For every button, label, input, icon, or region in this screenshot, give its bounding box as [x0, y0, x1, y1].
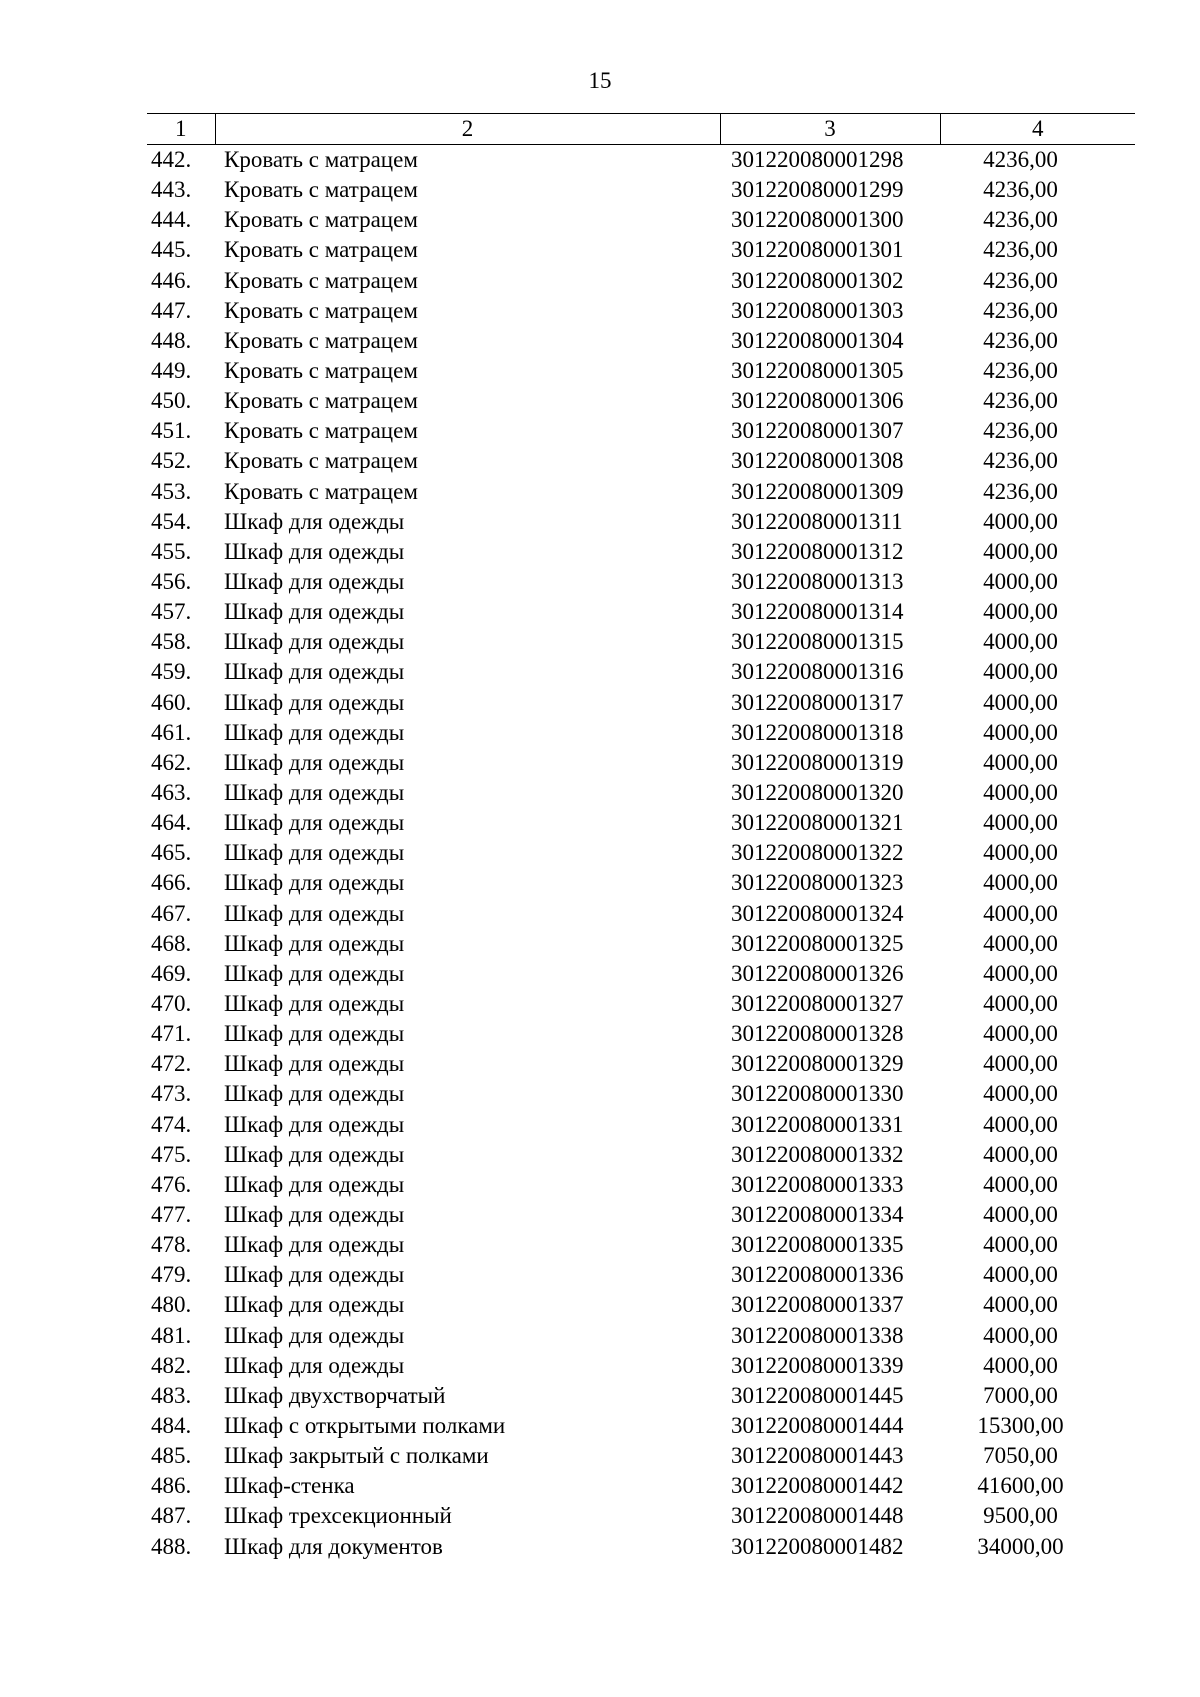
inventory-code: 301220080001445	[731, 1382, 904, 1408]
item-price: 4000,00	[983, 659, 1058, 685]
item-name: Шкаф для одежды	[224, 810, 405, 836]
table-row	[147, 1110, 1135, 1140]
inventory-code: 301220080001321	[731, 810, 904, 836]
item-price: 4000,00	[983, 870, 1058, 896]
row-number: 453.	[151, 478, 192, 504]
table-row	[147, 1501, 1135, 1531]
row-number: 442.	[151, 147, 192, 173]
row-number: 468.	[151, 930, 192, 956]
item-name: Кровать с матрацем	[224, 418, 418, 444]
table-header-row	[147, 114, 1135, 145]
item-price: 4000,00	[983, 960, 1058, 986]
inventory-code: 301220080001305	[731, 358, 904, 384]
item-price: 4000,00	[983, 780, 1058, 806]
item-price: 4000,00	[983, 1232, 1058, 1258]
item-price: 4000,00	[983, 1021, 1058, 1047]
row-number: 457.	[151, 599, 192, 625]
item-name: Шкаф для одежды	[224, 930, 405, 956]
row-number: 463.	[151, 780, 192, 806]
item-price: 4000,00	[983, 1141, 1058, 1167]
table-row	[147, 205, 1135, 235]
table-row	[147, 477, 1135, 507]
table-row	[147, 326, 1135, 356]
inventory-code: 301220080001336	[731, 1262, 904, 1288]
table-row	[147, 507, 1135, 537]
item-name: Шкаф для одежды	[224, 1081, 405, 1107]
inventory-code: 301220080001301	[731, 237, 904, 263]
row-number: 464.	[151, 810, 192, 836]
inventory-code: 301220080001332	[731, 1141, 904, 1167]
inventory-code: 301220080001448	[731, 1503, 904, 1529]
item-name: Кровать с матрацем	[224, 267, 418, 293]
inventory-code: 301220080001306	[731, 388, 904, 414]
row-number: 475.	[151, 1141, 192, 1167]
item-price: 4000,00	[983, 1111, 1058, 1137]
table-row	[147, 1230, 1135, 1260]
inventory-code: 301220080001300	[731, 207, 904, 233]
item-price: 9500,00	[983, 1503, 1058, 1529]
row-number: 465.	[151, 840, 192, 866]
item-name: Шкаф для одежды	[224, 1322, 405, 1348]
inventory-code: 301220080001302	[731, 267, 904, 293]
table-row	[147, 868, 1135, 898]
item-name: Кровать с матрацем	[224, 478, 418, 504]
table-row	[147, 145, 1135, 176]
item-price: 4236,00	[983, 177, 1058, 203]
table-row	[147, 718, 1135, 748]
table-row	[147, 1531, 1135, 1561]
item-price: 4236,00	[983, 358, 1058, 384]
item-name: Шкаф-стенка	[224, 1473, 355, 1499]
item-price: 15300,00	[977, 1412, 1064, 1438]
table-row	[147, 175, 1135, 205]
inventory-code: 301220080001320	[731, 780, 904, 806]
item-price: 4000,00	[983, 810, 1058, 836]
table-row	[147, 1140, 1135, 1170]
table-row	[147, 959, 1135, 989]
table-row	[147, 567, 1135, 597]
item-name: Шкаф трехсекционный	[224, 1503, 452, 1529]
table-row	[147, 778, 1135, 808]
item-name: Шкаф для одежды	[224, 870, 405, 896]
inventory-code: 301220080001339	[731, 1352, 904, 1378]
item-name: Шкаф для одежды	[224, 508, 405, 534]
table-row	[147, 386, 1135, 416]
item-name: Шкаф для одежды	[224, 1111, 405, 1137]
item-name: Кровать с матрацем	[224, 237, 418, 263]
item-name: Шкаф для одежды	[224, 900, 405, 926]
inventory-code: 301220080001327	[731, 991, 904, 1016]
item-name: Шкаф закрытый с полками	[224, 1443, 489, 1469]
row-number: 455.	[151, 538, 192, 564]
table-row	[147, 597, 1135, 627]
item-name: Шкаф для одежды	[224, 538, 405, 564]
table-row	[147, 989, 1135, 1019]
item-price: 4236,00	[983, 297, 1058, 323]
row-number: 444.	[151, 207, 192, 233]
item-name: Шкаф для одежды	[224, 629, 405, 655]
row-number: 450.	[151, 388, 192, 414]
inventory-code: 301220080001330	[731, 1081, 904, 1107]
table-row	[147, 627, 1135, 657]
inventory-code: 301220080001315	[731, 629, 904, 655]
item-name: Шкаф для одежды	[224, 689, 405, 715]
table-row	[147, 356, 1135, 386]
inventory-code: 301220080001325	[731, 930, 904, 956]
table-row	[147, 235, 1135, 265]
item-price: 4000,00	[983, 1262, 1058, 1288]
item-price: 41600,00	[977, 1473, 1064, 1499]
inventory-code: 301220080001317	[731, 689, 904, 715]
item-name: Шкаф для одежды	[224, 1262, 405, 1288]
row-number: 443.	[151, 177, 192, 203]
row-number: 476.	[151, 1171, 192, 1197]
table-row	[147, 296, 1135, 326]
column-header-2: 2	[215, 114, 720, 145]
inventory-code: 301220080001322	[731, 840, 904, 866]
item-price: 4000,00	[983, 689, 1058, 715]
item-price: 4236,00	[983, 237, 1058, 263]
item-price: 4000,00	[983, 1081, 1058, 1107]
item-price: 4000,00	[983, 930, 1058, 956]
row-number: 482.	[151, 1352, 192, 1378]
item-price: 4000,00	[983, 538, 1058, 564]
row-number: 487.	[151, 1503, 192, 1529]
row-number: 477.	[151, 1201, 192, 1227]
table-row	[147, 1170, 1135, 1200]
inventory-code: 301220080001308	[731, 448, 904, 474]
table-row	[147, 266, 1135, 296]
row-number: 479.	[151, 1262, 192, 1288]
item-name: Шкаф для одежды	[224, 1141, 405, 1167]
row-number: 462.	[151, 749, 192, 775]
inventory-code: 301220080001299	[731, 177, 904, 203]
inventory-code: 301220080001442	[731, 1473, 904, 1499]
column-header-4: 4	[940, 114, 1135, 145]
item-name: Шкаф для одежды	[224, 659, 405, 685]
item-name: Кровать с матрацем	[224, 358, 418, 384]
item-name: Шкаф для одежды	[224, 1021, 405, 1047]
inventory-code: 301220080001338	[731, 1322, 904, 1348]
item-name: Шкаф для одежды	[224, 1232, 405, 1258]
row-number: 454.	[151, 508, 192, 534]
item-price: 4000,00	[983, 569, 1058, 595]
item-price: 7000,00	[983, 1382, 1058, 1408]
item-name: Шкаф для одежды	[224, 1352, 405, 1378]
inventory-code: 301220080001312	[731, 538, 904, 564]
inventory-code: 301220080001314	[731, 599, 904, 625]
item-price: 4000,00	[983, 629, 1058, 655]
inventory-code: 301220080001316	[731, 659, 904, 685]
item-name: Кровать с матрацем	[224, 177, 418, 203]
inventory-code: 301220080001334	[731, 1201, 904, 1227]
item-name: Шкаф для одежды	[224, 569, 405, 595]
item-name: Шкаф для одежды	[224, 719, 405, 745]
row-number: 471.	[151, 1021, 192, 1047]
inventory-code: 301220080001313	[731, 569, 904, 595]
table-row	[147, 1411, 1135, 1441]
inventory-code: 301220080001443	[731, 1443, 904, 1469]
row-number: 459.	[151, 659, 192, 685]
item-name: Шкаф для одежды	[224, 780, 405, 806]
item-price: 4000,00	[983, 1201, 1058, 1227]
table-row	[147, 416, 1135, 446]
item-name: Шкаф для одежды	[224, 749, 405, 775]
item-name: Шкаф для одежды	[224, 1171, 405, 1197]
item-price: 4000,00	[983, 508, 1058, 534]
row-number: 485.	[151, 1443, 192, 1469]
column-header-3: 3	[720, 114, 940, 145]
table-row	[147, 1471, 1135, 1501]
item-price: 4236,00	[983, 448, 1058, 474]
row-number: 470.	[151, 991, 192, 1016]
item-price: 4000,00	[983, 1051, 1058, 1077]
row-number: 486.	[151, 1473, 192, 1499]
row-number: 447.	[151, 297, 192, 323]
row-number: 449.	[151, 358, 192, 384]
item-price: 4236,00	[983, 418, 1058, 444]
item-name: Кровать с матрацем	[224, 327, 418, 353]
row-number: 456.	[151, 569, 192, 595]
inventory-code: 301220080001319	[731, 749, 904, 775]
item-price: 4236,00	[983, 267, 1058, 293]
table-row	[147, 1200, 1135, 1230]
row-number: 469.	[151, 960, 192, 986]
table-row	[147, 1290, 1135, 1320]
inventory-code: 301220080001326	[731, 960, 904, 986]
table-row	[147, 929, 1135, 959]
row-number: 461.	[151, 719, 192, 745]
row-number: 448.	[151, 327, 192, 353]
inventory-code: 301220080001444	[731, 1412, 904, 1438]
item-price: 4000,00	[983, 900, 1058, 926]
row-number: 484.	[151, 1412, 192, 1438]
row-number: 451.	[151, 418, 192, 444]
inventory-code: 301220080001307	[731, 418, 904, 444]
table-row	[147, 1049, 1135, 1079]
table-body	[147, 145, 1135, 1562]
inventory-code: 301220080001323	[731, 870, 904, 896]
item-name: Шкаф для одежды	[224, 599, 405, 625]
row-number: 473.	[151, 1081, 192, 1107]
table-row	[147, 1351, 1135, 1381]
item-name: Шкаф для одежды	[224, 991, 405, 1016]
row-number: 488.	[151, 1533, 192, 1559]
column-header-1: 1	[147, 114, 215, 145]
item-price: 4236,00	[983, 478, 1058, 504]
inventory-code: 301220080001482	[731, 1533, 904, 1559]
item-name: Шкаф с открытыми полками	[224, 1412, 506, 1438]
item-price: 4236,00	[983, 388, 1058, 414]
row-number: 474.	[151, 1111, 192, 1137]
inventory-code: 301220080001311	[731, 508, 903, 534]
item-name: Кровать с матрацем	[224, 448, 418, 474]
table-row	[147, 537, 1135, 567]
inventory-code: 301220080001333	[731, 1171, 904, 1197]
item-name: Шкаф для документов	[224, 1533, 443, 1559]
item-price: 4000,00	[983, 719, 1058, 745]
table-row	[147, 657, 1135, 687]
table-row	[147, 1320, 1135, 1350]
item-name: Шкаф для одежды	[224, 960, 405, 986]
item-price: 4236,00	[983, 327, 1058, 353]
item-price: 4000,00	[983, 1171, 1058, 1197]
item-name: Шкаф двухстворчатый	[224, 1382, 446, 1408]
table-row	[147, 808, 1135, 838]
item-price: 4000,00	[983, 599, 1058, 625]
row-number: 480.	[151, 1292, 192, 1318]
row-number: 481.	[151, 1322, 192, 1348]
table-row	[147, 1019, 1135, 1049]
table-row	[147, 838, 1135, 868]
page-number: 15	[588, 68, 612, 93]
inventory-code: 301220080001337	[731, 1292, 904, 1318]
item-price: 4000,00	[983, 1292, 1058, 1318]
item-name: Шкаф для одежды	[224, 840, 405, 866]
inventory-code: 301220080001298	[731, 147, 904, 173]
item-price: 4000,00	[983, 991, 1058, 1016]
row-number: 445.	[151, 237, 192, 263]
row-number: 458.	[151, 629, 192, 655]
inventory-table	[147, 113, 1135, 1562]
table-row	[147, 446, 1135, 476]
item-name: Шкаф для одежды	[224, 1292, 405, 1318]
row-number: 483.	[151, 1382, 192, 1408]
item-name: Кровать с матрацем	[224, 297, 418, 323]
inventory-code: 301220080001303	[731, 297, 904, 323]
inventory-code: 301220080001335	[731, 1232, 904, 1258]
item-price: 7050,00	[983, 1443, 1058, 1469]
item-price: 4236,00	[983, 207, 1058, 233]
table-row	[147, 1441, 1135, 1471]
table-row	[147, 748, 1135, 778]
item-price: 4236,00	[983, 147, 1058, 173]
table-row	[147, 1381, 1135, 1411]
table-row	[147, 1079, 1135, 1109]
inventory-code: 301220080001304	[731, 327, 904, 353]
item-name: Кровать с матрацем	[224, 388, 418, 414]
table-row	[147, 1260, 1135, 1290]
item-price: 4000,00	[983, 1352, 1058, 1378]
inventory-code: 301220080001324	[731, 900, 904, 926]
row-number: 472.	[151, 1051, 192, 1077]
row-number: 446.	[151, 267, 192, 293]
item-name: Шкаф для одежды	[224, 1051, 405, 1077]
item-price: 4000,00	[983, 1322, 1058, 1348]
inventory-code: 301220080001318	[731, 719, 904, 745]
item-price: 4000,00	[983, 840, 1058, 866]
row-number: 460.	[151, 689, 192, 715]
table-row	[147, 899, 1135, 929]
item-name: Кровать с матрацем	[224, 207, 418, 233]
inventory-code: 301220080001328	[731, 1021, 904, 1047]
inventory-code: 301220080001309	[731, 478, 904, 504]
item-price: 34000,00	[977, 1533, 1064, 1559]
row-number: 478.	[151, 1232, 192, 1258]
inventory-code: 301220080001329	[731, 1051, 904, 1077]
row-number: 452.	[151, 448, 192, 474]
row-number: 466.	[151, 870, 192, 896]
item-price: 4000,00	[983, 749, 1058, 775]
table-row	[147, 688, 1135, 718]
row-number: 467.	[151, 900, 192, 926]
inventory-code: 301220080001331	[731, 1111, 904, 1137]
item-name: Шкаф для одежды	[224, 1201, 405, 1227]
item-name: Кровать с матрацем	[224, 147, 418, 173]
